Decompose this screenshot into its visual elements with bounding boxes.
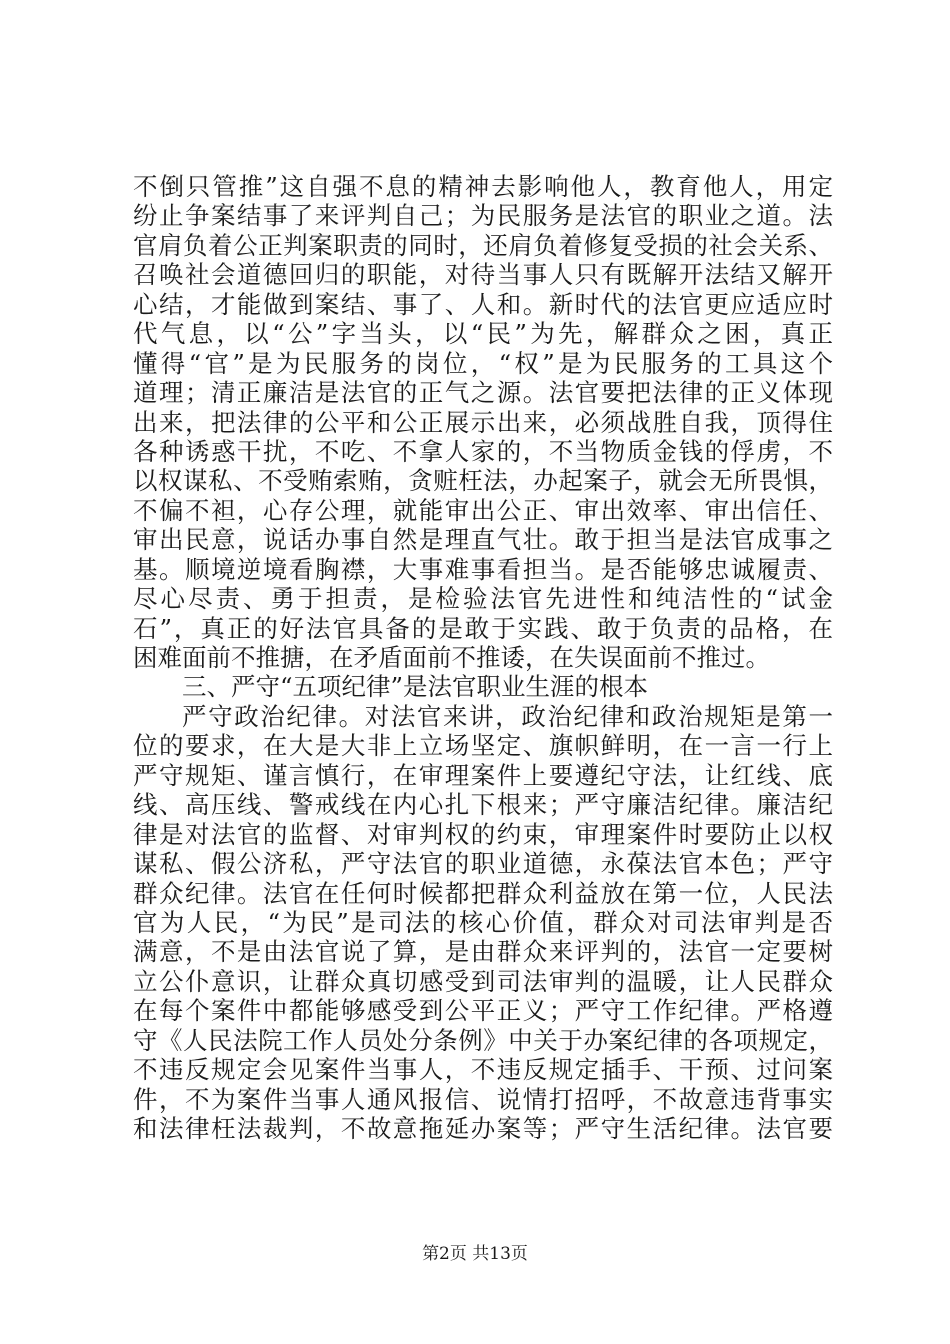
text-line: 代气息，以“公”字当头，以“民”为先，解群众之困，真正 bbox=[133, 319, 833, 349]
text-line: 位的要求，在大是大非上立场坚定、旗帜鲜明，在一言一行上 bbox=[133, 731, 833, 761]
text-line: 和法律枉法裁判，不故意拖延办案等；严守生活纪律。法官要 bbox=[133, 1114, 833, 1143]
text-line: 基。顺境逆境看胸襟，大事难事看担当。是否能够忠诚履责、 bbox=[133, 554, 833, 584]
body-text bbox=[133, 172, 833, 1143]
text-line: 不偏不袒，心存公理，就能审出公正、审出效率、审出信任、 bbox=[133, 495, 833, 525]
text-line: 不倒只管推”这自强不息的精神去影响他人，教育他人，用定 bbox=[133, 172, 833, 201]
text-line: 纷止争案结事了来评判自己；为民服务是法官的职业之道。法 bbox=[133, 201, 833, 231]
text-line: 律是对法官的监督、对审判权的约束，审理案件时要防止以权 bbox=[133, 819, 833, 849]
text-line: 不违反规定会见案件当事人，不违反规定插手、干预、过问案 bbox=[133, 1055, 833, 1085]
section-heading: 三、严守“五项纪律”是法官职业生涯的根本 bbox=[182, 672, 649, 702]
text-line: 审出民意，说话办事自然是理直气壮。敢于担当是法官成事之 bbox=[133, 525, 833, 555]
text-line: 困难面前不推搪，在矛盾面前不推诿，在失误面前不推过。 bbox=[133, 643, 770, 672]
text-line: 件，不为案件当事人通风报信、说情打招呼，不故意违背事实 bbox=[133, 1084, 833, 1114]
text-line: 严守规矩、谨言慎行，在审理案件上要遵纪守法，让红线、底 bbox=[133, 760, 833, 790]
text-line: 官为人民，“为民”是司法的核心价值，群众对司法审判是否 bbox=[133, 907, 833, 937]
text-line: 道理；清正廉洁是法官的正气之源。法官要把法律的正义体现 bbox=[133, 378, 833, 408]
text-line: 群众纪律。法官在任何时候都把群众利益放在第一位，人民法 bbox=[133, 878, 833, 908]
text-line: 官肩负着公正判案职责的同时，还肩负着修复受损的社会关系、 bbox=[133, 230, 833, 260]
text-line: 懂得“官”是为民服务的岗位，“权”是为民服务的工具这个 bbox=[133, 348, 833, 378]
text-line: 严守政治纪律。对法官来讲，政治纪律和政治规矩是第一 bbox=[182, 701, 833, 731]
text-line: 线、高压线、警戒线在内心扎下根来；严守廉洁纪律。廉洁纪 bbox=[133, 790, 833, 820]
text-line: 在每个案件中都能够感受到公平正义；严守工作纪律。严格遵 bbox=[133, 996, 833, 1026]
text-line: 心结，才能做到案结、事了、人和。新时代的法官更应适应时 bbox=[133, 289, 833, 319]
page-number-footer: 第2页 共13页 bbox=[422, 1244, 528, 1264]
text-line: 各种诱惑干扰，不吃、不拿人家的，不当物质金钱的俘虏，不 bbox=[133, 436, 833, 466]
text-line: 满意，不是由法官说了算，是由群众来评判的，法官一定要树 bbox=[133, 937, 833, 967]
text-line: 守《人民法院工作人员处分条例》中关于办案纪律的各项规定， bbox=[133, 1025, 833, 1055]
text-line: 尽心尽责、勇于担责，是检验法官先进性和纯洁性的“试金 bbox=[133, 584, 833, 614]
text-line: 出来，把法律的公平和公正展示出来，必须战胜自我，顶得住 bbox=[133, 407, 833, 437]
text-line: 以权谋私、不受贿索贿，贪赃枉法，办起案子，就会无所畏惧， bbox=[133, 466, 833, 496]
text-line: 谋私、假公济私，严守法官的职业道德，永葆法官本色；严守 bbox=[133, 849, 833, 879]
text-line: 召唤社会道德回归的职能，对待当事人只有既解开法结又解开 bbox=[133, 260, 833, 290]
text-line: 立公仆意识，让群众真切感受到司法审判的温暖，让人民群众 bbox=[133, 966, 833, 996]
text-line: 石”，真正的好法官具备的是敢于实践、敢于负责的品格，在 bbox=[133, 613, 833, 643]
